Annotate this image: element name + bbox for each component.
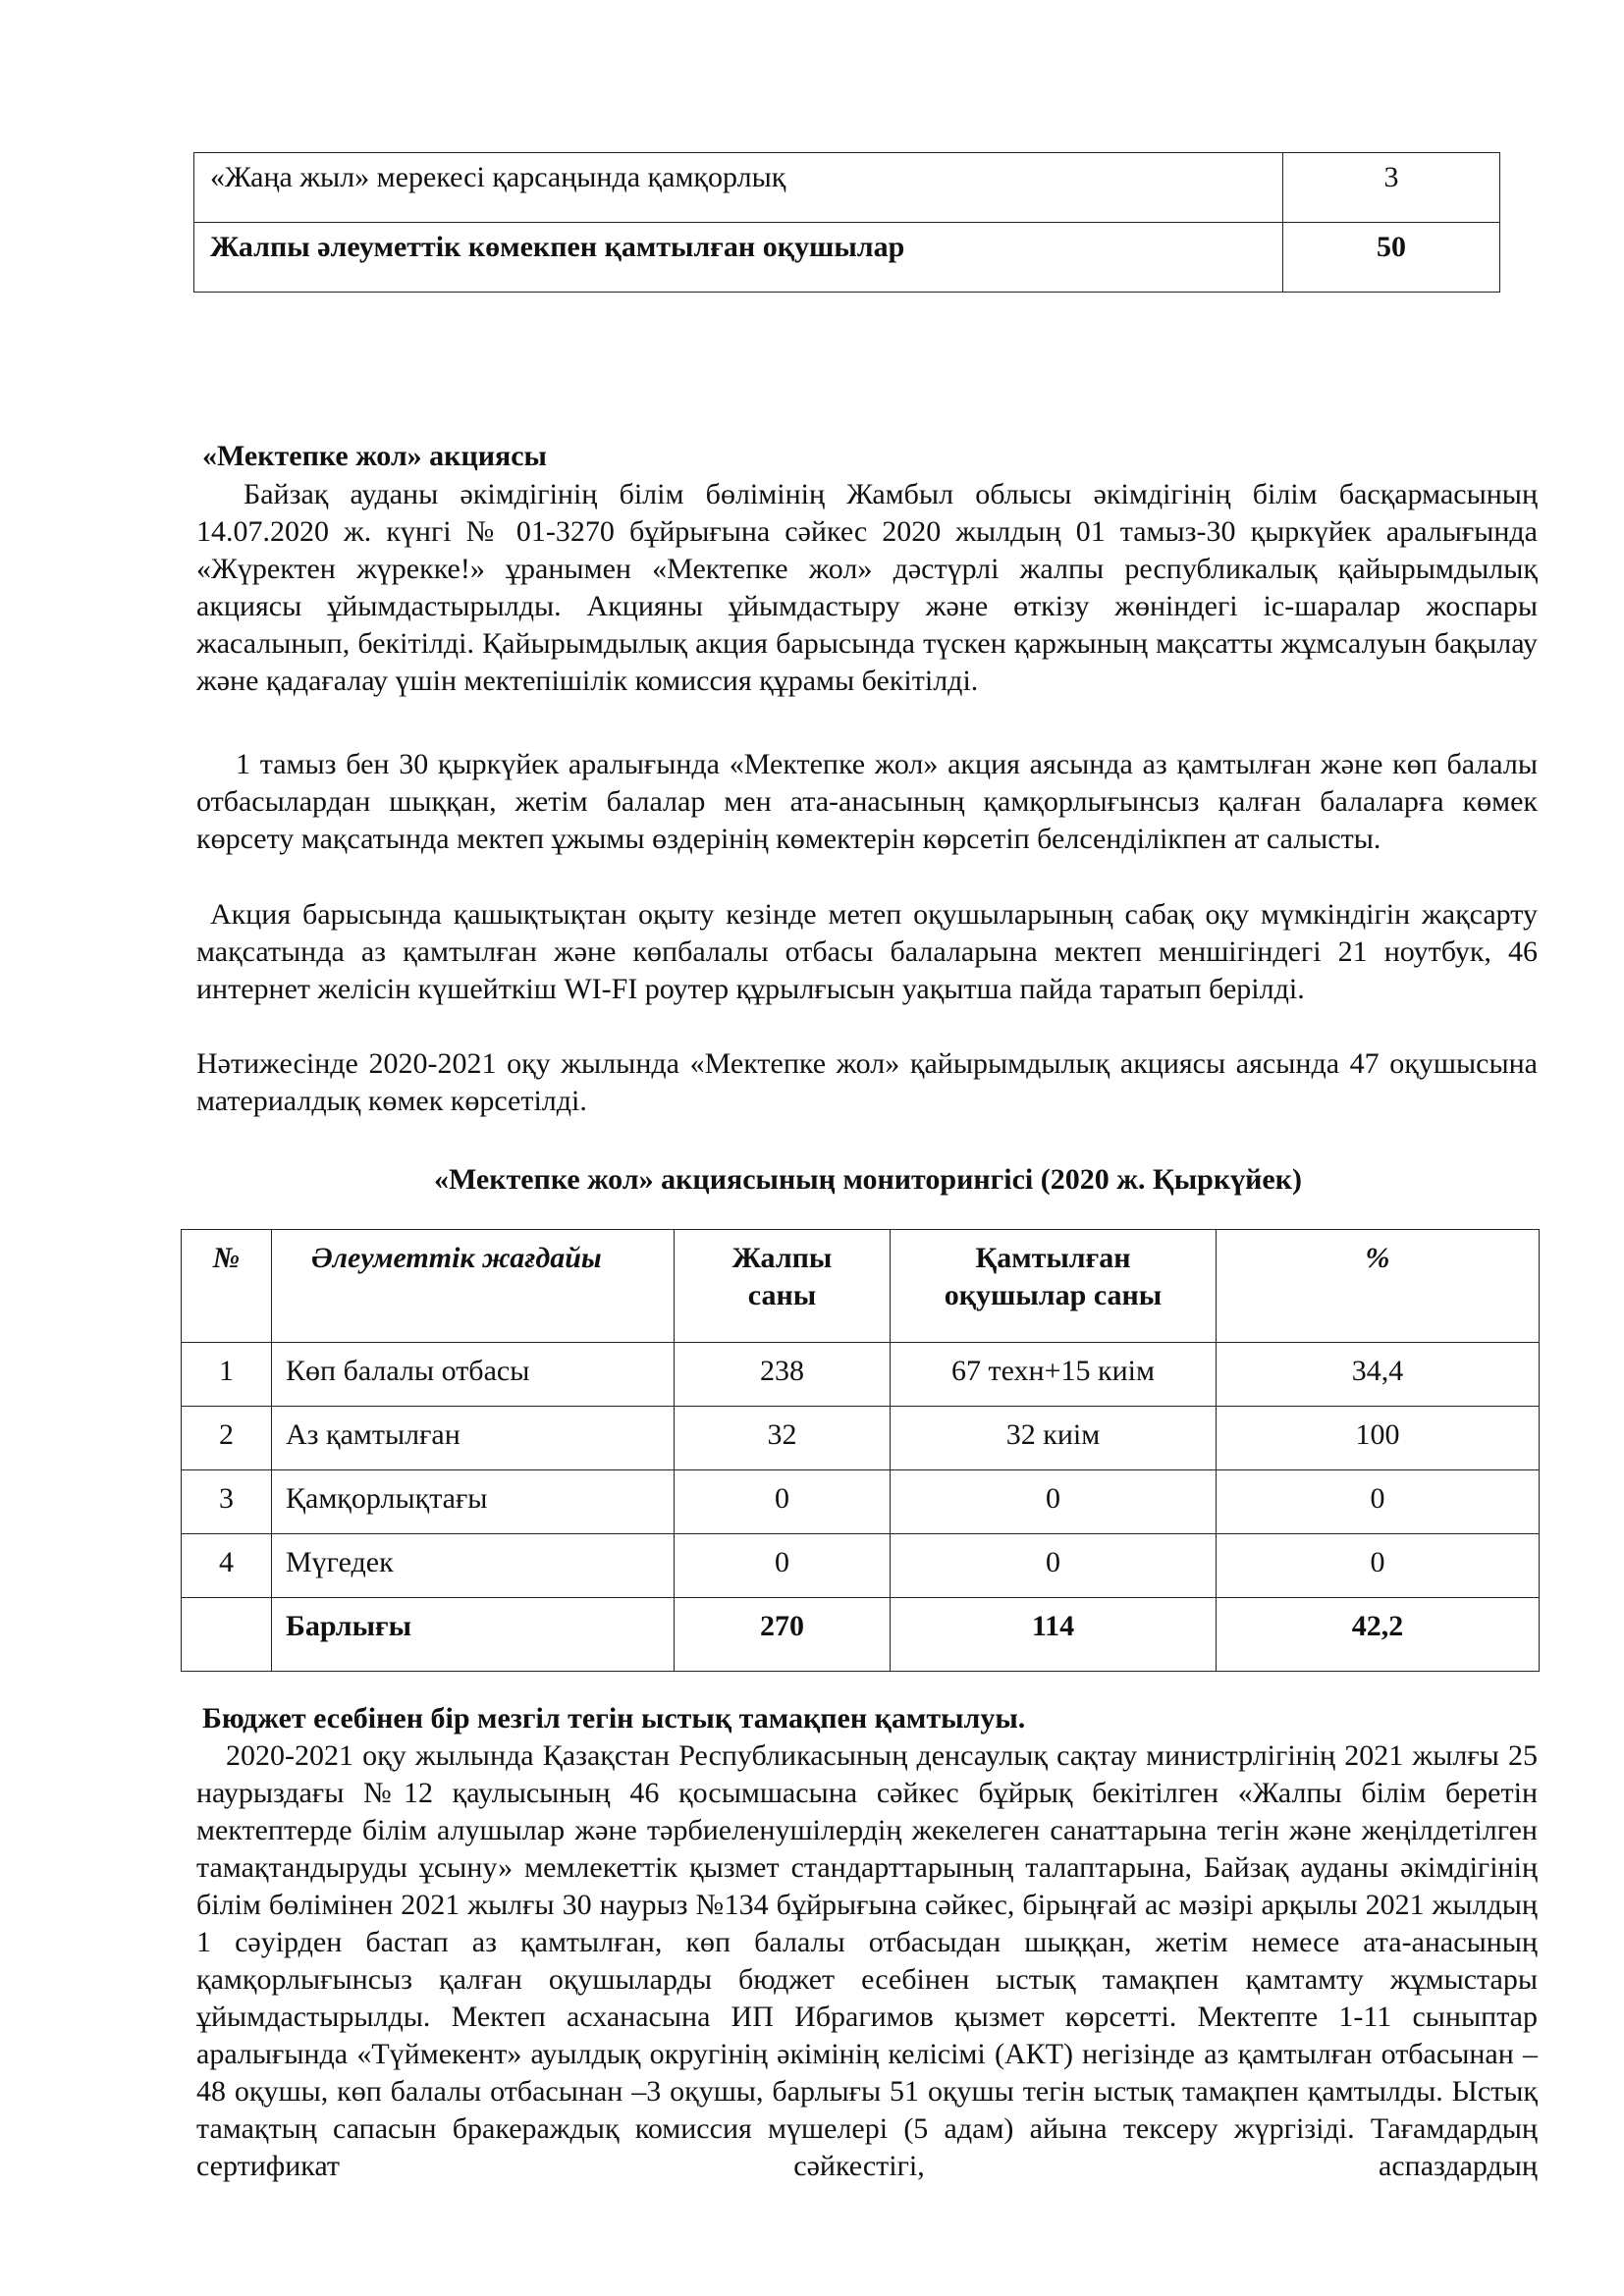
paragraph: Нәтижесінде 2020-2021 оқу жылында «Мектепке жол» қайырымдылық акциясы аясында 47 оқушысына материалдық көмек көрсетілді. bbox=[196, 1047, 1538, 1117]
table-cell: Аз қамтылған bbox=[272, 1407, 675, 1470]
monitoring-table-title: «Мектепке жол» акциясының мониторингісі (2020 ж. Қыркүйек) bbox=[433, 1163, 1303, 1196]
header-cell: № bbox=[182, 1230, 272, 1343]
table-cell: 0 bbox=[1217, 1534, 1540, 1598]
table-header-row bbox=[182, 1230, 1540, 1343]
header-cell-text: Қамтылған оқушылар саны bbox=[944, 1242, 1163, 1311]
paragraph bbox=[196, 1737, 1538, 2185]
table-total-row bbox=[182, 1598, 1540, 1672]
table-cell: 0 bbox=[1217, 1470, 1540, 1534]
table-cell: 114 bbox=[891, 1598, 1217, 1672]
table-cell: 32 киім bbox=[891, 1407, 1217, 1470]
section-heading-mektepke-zhol: «Мектепке жол» акциясы bbox=[202, 440, 547, 472]
table-cell: 4 bbox=[182, 1534, 272, 1598]
header-cell: % bbox=[1217, 1230, 1540, 1343]
header-cell: Әлеуметтік жағдайы bbox=[272, 1230, 675, 1343]
table-row bbox=[182, 1343, 1540, 1407]
table-cell: Жалпы әлеуметтік көмекпен қамтылған оқушылар bbox=[194, 223, 1283, 293]
table-cell: «Жаңа жыл» мерекесі қарсаңында қамқорлық bbox=[194, 153, 1283, 223]
table-row bbox=[182, 1534, 1540, 1598]
header-cell-text: Жалпы саны bbox=[731, 1242, 833, 1311]
table-cell: 42,2 bbox=[1217, 1598, 1540, 1672]
table-row bbox=[182, 1470, 1540, 1534]
table-row bbox=[194, 223, 1500, 293]
table-cell: 0 bbox=[891, 1470, 1217, 1534]
table-cell: Қамқорлықтағы bbox=[272, 1470, 675, 1534]
table-cell: Көп балалы отбасы bbox=[272, 1343, 675, 1407]
paragraph bbox=[196, 476, 1538, 700]
top-summary-table bbox=[193, 152, 1500, 293]
table-row bbox=[182, 1407, 1540, 1470]
table-cell: 270 bbox=[675, 1598, 891, 1672]
table-row bbox=[194, 153, 1500, 223]
table-cell: 34,4 bbox=[1217, 1343, 1540, 1407]
table-cell: Барлығы bbox=[272, 1598, 675, 1672]
table-cell: 3 bbox=[182, 1470, 272, 1534]
header-cell bbox=[891, 1230, 1217, 1343]
table-cell: 32 bbox=[675, 1407, 891, 1470]
section-heading-hot-meals: Бюджет есебінен бір мезгіл тегін ыстық тамақпен қамтылуы. bbox=[202, 1702, 1026, 1735]
table-cell: 0 bbox=[675, 1470, 891, 1534]
table-cell: 67 техн+15 киім bbox=[891, 1343, 1217, 1407]
table-cell: 3 bbox=[1283, 153, 1500, 223]
table-cell: 238 bbox=[675, 1343, 891, 1407]
header-cell bbox=[675, 1230, 891, 1343]
monitoring-table bbox=[181, 1229, 1540, 1672]
table-cell bbox=[182, 1598, 272, 1672]
paragraph-text: Байзақ ауданы әкімдігінің білім бөлімінің Жамбыл облысы әкімдігінің білім басқармасының 14.07.2020 ж. күнгі № 01-3270 бұйрығына сәйкес 2020 жылдың 01 тамыз-30 қыркүйек аралығында «Жүректен жүрекке!» ұранымен «Мектепке жол» дәстүрлі жалпы республикалық қайырымдылық акциясы ұйымдастырылды. Акцияны ұйымдастыру және өткізу жөніндегі іс-шаралар жоспары жасалынып, бекітілді. Қайырымдылық акция барысында түскен қаржының мақсатты жұмсалуын бақылау және қадағалау үшін мектепішілік комиссия құрамы бекітілді. bbox=[196, 478, 1538, 697]
paragraph-text: Акция барысында қашықтықтан оқыту кезінде метеп оқушыларының сабақ оқу мүмкіндігін жақсарту мақсатында аз қамтылған және көпбалалы отбасы балаларына мектеп меншігіндегі 21 ноутбук, 46 интернет желісін күшейткіш WI-FI роутер құрылғысын уақытша пайда таратып берілді. bbox=[196, 898, 1538, 1005]
table-cell: 50 bbox=[1283, 223, 1500, 293]
paragraph bbox=[196, 746, 1538, 858]
paragraph bbox=[196, 896, 1538, 1008]
paragraph-text: 1 тамыз бен 30 қыркүйек аралығында «Мектепке жол» акция аясында аз қамтылған және көп балалы отбасылардан шыққан, жетім балалар мен ата-анасының қамқорлығынсыз қалған балаларға көмек көрсету мақсатында мектеп ұжымы өздерінің көмектерін көрсетіп белсенділікпен ат салысты. bbox=[196, 748, 1538, 855]
paragraph-text: 2020-2021 оқу жылында Қазақстан Республикасының денсаулық сақтау министрлігінің 2021 жылғы 25 наурыздағы №12 қаулысының 46 қосымшасына сәйкес бұйрық бекітілген «Жалпы білім беретін мектептерде білім алушылар және тәрбиеленушілердің жекелеген санаттарына тегін және жеңілдетілген тамақтандыруды ұсыну» мемлекеттік қызмет стандарттарының талаптарына, Байзақ ауданы әкімдігінің білім бөлімінен 2021 жылғы 30 наурыз №134 бұйрығына сәйкес, бірыңғай ас мәзірі арқылы 2021 жылдың 1 сәуірден бастап аз қамтылған, көп балалы отбасыдан шыққан, жетім немесе ата-анасының қамқорлығынсыз қалған оқушыларды бюджет есебінен ыстық тамақпен қамтамту жұмыстары ұйымдастырылды. Мектеп асханасына ИП Ибрагимов қызмет көрсетті. Мектепте 1-11 сыныптар аралығында «Түймекент» ауылдық округінің әкімінің келісімі (АКТ) негізінде аз қамтылған отбасынан – 48 оқушы, көп балалы отбасынан –3 оқушы, барлығы 51 оқушы тегін ыстық тамақпен қамтылды. Ыстық тамақтың сапасын бракераждық комиссия мүшелері (5 адам) айына тексеру жүргізіді. Тағамдардың сертификат сәйкестігі, аспаздардың bbox=[196, 1739, 1538, 2182]
table-cell: Мүгедек bbox=[272, 1534, 675, 1598]
table-cell: 100 bbox=[1217, 1407, 1540, 1470]
table-cell: 1 bbox=[182, 1343, 272, 1407]
table-cell: 2 bbox=[182, 1407, 272, 1470]
table-cell: 0 bbox=[675, 1534, 891, 1598]
table-cell: 0 bbox=[891, 1534, 1217, 1598]
